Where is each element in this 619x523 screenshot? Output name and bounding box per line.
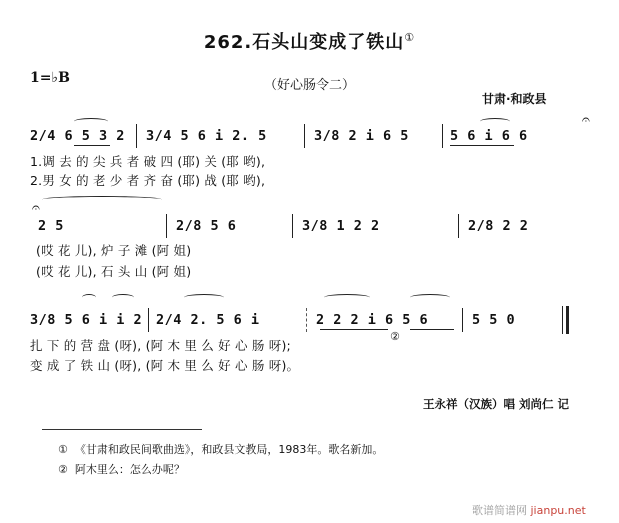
- barline: [166, 214, 167, 238]
- footnote-divider: [42, 429, 202, 430]
- measure-1: 3/8 5 6 i i 2: [30, 312, 143, 328]
- measure-4: 5 5 0: [472, 312, 516, 328]
- barline: [442, 124, 443, 148]
- measure-1: 2/4 6 5 3 2: [30, 128, 125, 144]
- barline: [292, 214, 293, 238]
- measure-2: 3/4 5 6 i 2. 5: [146, 128, 267, 144]
- lyric-footnote-mark: ②: [390, 330, 400, 343]
- subtitle: （好心肠令二）: [263, 78, 355, 93]
- beam-line: [320, 329, 388, 330]
- tie: [42, 196, 162, 203]
- final-barline-thick: [566, 306, 569, 334]
- measure-3: 2 2 2 i 6 5 6: [316, 312, 429, 328]
- barline: [462, 308, 463, 332]
- barline: [136, 124, 137, 148]
- title-footnote-mark: ①: [404, 31, 416, 44]
- slur: [82, 294, 96, 301]
- lyric-line-2: (哎 花 儿), 石 头 山 (阿 姐): [36, 264, 192, 279]
- slur: [184, 294, 224, 301]
- dotted-barline: [306, 308, 307, 332]
- barline: [458, 214, 459, 238]
- slur: [112, 294, 134, 301]
- measure-4: 5 6 i 6 6: [450, 128, 528, 144]
- lyric-line-1: 1.调 去 的 尖 兵 者 破 四 (耶) 关 (耶 哟),: [30, 154, 266, 169]
- measure-3: 3/8 1 2 2: [302, 218, 380, 234]
- slur: [74, 118, 108, 125]
- origin-label: 甘肃·和政县: [482, 92, 547, 106]
- slur: [324, 294, 370, 301]
- beam-line: [410, 329, 454, 330]
- measure-4: 2/8 2 2: [468, 218, 529, 234]
- barline: [148, 308, 149, 332]
- measure-2: 2/4 2. 5 6 i: [156, 312, 260, 328]
- barline: [304, 124, 305, 148]
- song-title: 262.石头山变成了铁山①: [203, 31, 416, 53]
- measure-1: 2 5: [38, 218, 64, 234]
- slur: [480, 118, 510, 125]
- measure-2: 2/8 5 6: [176, 218, 237, 234]
- lyric-line-2: 变 成 了 铁 山 (呀), (阿 木 里 么 好 心 肠 呀)。: [30, 358, 300, 373]
- key-signature: 1=♭B: [30, 70, 70, 86]
- final-barline-thin: [562, 306, 563, 334]
- lyric-line-1: (哎 花 儿), 炉 子 滩 (阿 姐): [36, 243, 192, 258]
- measure-3: 3/8 2 i 6 5: [314, 128, 409, 144]
- footnote-1: ① 《甘肃和政民间歌曲选》，和政县文教局，1983年。歌名新加。: [58, 443, 384, 456]
- beam-line: [74, 145, 110, 146]
- fermata-icon: 𝄐: [582, 112, 590, 128]
- fermata-icon: 𝄐: [32, 200, 40, 216]
- lyric-line-1: 扎 下 的 营 盘 (呀), (阿 木 里 么 好 心 肠 呀);: [30, 338, 291, 353]
- watermark: 歌谱简谱网 jianpu.net: [472, 504, 586, 517]
- footnote-2: ② 阿木里么：怎么办呢？: [58, 463, 185, 476]
- beam-line: [450, 145, 514, 146]
- slur: [410, 294, 450, 301]
- performer-credit: 王永祥（汉族）唱 刘尚仁 记: [423, 397, 570, 411]
- lyric-line-2: 2.男 女 的 老 少 者 齐 奋 (耶) 战 (耶 哟),: [30, 173, 266, 188]
